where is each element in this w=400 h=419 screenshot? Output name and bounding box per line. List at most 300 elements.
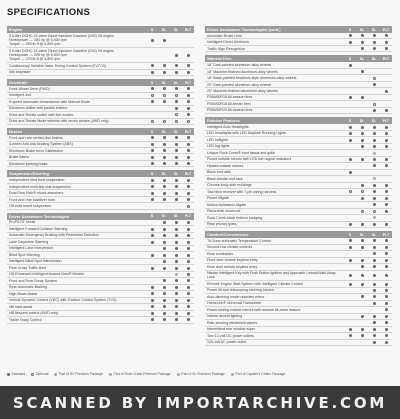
- trim-column-label: PLT: [184, 80, 192, 85]
- spec-label: Independent multi-link rear suspension: [9, 184, 71, 189]
- trim-column-label: SL: [161, 171, 167, 176]
- trim-availability-cell: [368, 83, 380, 86]
- standard-dot-icon: [187, 299, 190, 302]
- spec-label: P265/60R18 All-season tires: [207, 95, 253, 100]
- spec-label: Rear Cross Traffic Alert: [9, 265, 47, 270]
- standard-dot-icon: [373, 265, 376, 268]
- standard-dot-icon: [163, 260, 166, 263]
- trim-availability-cell: [368, 47, 380, 50]
- section-title: Drivetrain: [9, 80, 28, 86]
- spec-label: 120-volt AC power outlet: [207, 340, 247, 345]
- section-header: [7, 128, 194, 135]
- legend: [7, 372, 393, 376]
- standard-dot-icon: [385, 252, 388, 255]
- standard-dot-icon: [361, 47, 364, 50]
- spec-label: 3.5-liter DOHC 24-valve Direct Injection Gasoline (DIG) V6 engine Horsepower — 295 hp @ 6,400 rpm Torque — 270 lb-ft @ 4,800 rpm: [9, 48, 115, 62]
- standard-dot-icon: [187, 113, 190, 116]
- trim-availability-cell: [146, 305, 158, 308]
- trim-availability-cell: [356, 239, 368, 242]
- standard-dot-icon: [163, 234, 166, 237]
- spec-label: 20" Dark-painted aluminum-alloy wheels: [207, 82, 272, 87]
- standard-dot-icon: [385, 126, 388, 129]
- trim-availability-cell: [380, 274, 392, 277]
- spec-row: [7, 70, 194, 76]
- trim-column-label: PLT: [184, 214, 192, 219]
- trim-availability-cell: [368, 177, 380, 180]
- optional-dot-icon: [373, 103, 376, 106]
- standard-dot-icon: [175, 192, 178, 195]
- spec-label: Front door remote keyless entry: [207, 258, 258, 263]
- trim-column-label: SL: [161, 80, 167, 85]
- spec-label: Second-row climate controls: [207, 245, 253, 250]
- spec-label: HD Enhanced Intelligent Around View® Monitor: [9, 272, 85, 277]
- trim-availability-cell: [356, 328, 368, 331]
- standard-dot-icon: [385, 210, 388, 213]
- trim-availability-cell: [146, 71, 158, 74]
- standard-dot-icon: [385, 164, 388, 167]
- trim-availability-cell: [356, 47, 368, 50]
- trim-availability-cell: [170, 107, 182, 110]
- standard-dot-icon: [163, 156, 166, 159]
- trim-availability-cell: [344, 96, 356, 99]
- standard-dot-icon: [175, 185, 178, 188]
- trim-availability-cell: [146, 94, 158, 97]
- trim-availability-cell: [380, 246, 392, 249]
- trim-column-label: SL: [173, 214, 179, 219]
- standard-dot-icon: [187, 100, 190, 103]
- trim-availability-cell: [368, 216, 380, 219]
- trim-availability-cell: [170, 312, 182, 315]
- standard-dot-icon: [151, 87, 154, 90]
- trim-availability-cell: [158, 136, 170, 139]
- trim-availability-cell: [158, 143, 170, 146]
- trim-availability-cell: [368, 265, 380, 268]
- trim-availability-cell: [380, 158, 392, 161]
- spec-label: 20" Machine-finished aluminum-alloy wheels: [207, 88, 278, 93]
- standard-dot-icon: [187, 107, 190, 110]
- trim-availability-cell: [146, 228, 158, 231]
- trim-availability-cell: [380, 145, 392, 148]
- trim-availability-cell: [368, 259, 380, 262]
- standard-dot-icon: [151, 192, 154, 195]
- standard-dot-icon: [187, 179, 190, 182]
- trim-availability-cell: [182, 136, 194, 139]
- trim-availability-cell: [380, 223, 392, 226]
- trim-availability-cell: [158, 221, 170, 224]
- standard-dot-icon: [163, 305, 166, 308]
- trim-availability-cell: [182, 71, 194, 74]
- spec-label: Remote Engine Start System with Intelligent Climate Control: [207, 281, 303, 286]
- spec-label: Rear door remote keyless entry: [207, 264, 258, 269]
- legend-dot-icon: [54, 373, 57, 376]
- spec-label: 9-speed automatic transmission with Manual Mode: [9, 99, 90, 104]
- trim-availability-cell: [158, 185, 170, 188]
- legend-item: [109, 372, 171, 376]
- spec-label: Off-road tuned suspension: [9, 203, 52, 208]
- section-header: [205, 117, 392, 124]
- standard-dot-icon: [187, 198, 190, 201]
- trim-availability-cell: [170, 120, 182, 123]
- trim-column-label: SL: [161, 27, 167, 32]
- standard-dot-icon: [373, 334, 376, 337]
- trim-availability-cell: [170, 286, 182, 289]
- trim-availability-cell: [356, 283, 368, 286]
- trim-availability-cell: [158, 149, 170, 152]
- standard-dot-icon: [163, 299, 166, 302]
- spec-label: Automatic Brake Hold: [207, 33, 242, 38]
- standard-dot-icon: [151, 267, 154, 270]
- trim-availability-cell: [170, 185, 182, 188]
- spec-label: Rear Automatic Braking: [9, 285, 47, 290]
- standard-dot-icon: [151, 292, 154, 295]
- trim-availability-cell: [170, 254, 182, 257]
- trim-availability-cell: [170, 234, 182, 237]
- spec-label: Trailer Sway Control: [9, 317, 42, 322]
- standard-dot-icon: [361, 274, 364, 277]
- standard-dot-icon: [385, 259, 388, 262]
- standard-dot-icon: [373, 246, 376, 249]
- standard-dot-icon: [385, 109, 388, 112]
- standard-dot-icon: [163, 87, 166, 90]
- spec-label: Front-Wheel Drive (FWD): [9, 86, 50, 91]
- standard-dot-icon: [349, 259, 352, 262]
- trim-availability-cell: [356, 210, 368, 213]
- standard-dot-icon: [175, 228, 178, 231]
- standard-dot-icon: [373, 158, 376, 161]
- trim-column-label: SL: [371, 232, 377, 237]
- trim-availability-cell: [182, 260, 194, 263]
- standard-dot-icon: [373, 83, 376, 86]
- section-title: Driver Assistance Technologies (cont.): [207, 27, 281, 32]
- legend-text: Standard: [11, 372, 26, 376]
- standard-dot-icon: [373, 34, 376, 37]
- standard-dot-icon: [151, 156, 154, 159]
- trim-availability-cell: [158, 100, 170, 103]
- spec-row: [205, 46, 392, 52]
- trim-availability-cell: [368, 34, 380, 37]
- trim-availability-cell: [182, 185, 194, 188]
- trim-availability-cell: [182, 54, 194, 57]
- trim-availability-cell: [182, 100, 194, 103]
- spec-label: Interior accent lighting: [207, 314, 243, 319]
- trim-availability-cell: [368, 341, 380, 344]
- standard-dot-icon: [373, 184, 376, 187]
- standard-dot-icon: [175, 312, 178, 315]
- spec-label: 18" Machine-finished aluminum-alloy wheels: [207, 69, 278, 74]
- trim-availability-cell: [368, 203, 380, 206]
- spec-label: Chrome body side moldings: [207, 183, 252, 188]
- trim-availability-cell: [356, 190, 368, 193]
- trim-availability-cell: [146, 179, 158, 182]
- trim-availability-cell: [344, 190, 356, 193]
- trim-availability-cell: [182, 254, 194, 257]
- spec-label: LED headlights with LED Daytime Running Lights: [207, 131, 286, 136]
- standard-dot-icon: [175, 267, 178, 270]
- trim-availability-cell: [356, 158, 368, 161]
- spec-label: High Beam Assist: [9, 291, 38, 296]
- trim-availability-cell: [344, 41, 356, 44]
- standard-dot-icon: [349, 41, 352, 44]
- standard-dot-icon: [385, 184, 388, 187]
- trim-availability-cell: [146, 312, 158, 315]
- trim-availability-cell: [368, 223, 380, 226]
- trim-availability-cell: [344, 34, 356, 37]
- spec-row: [205, 271, 392, 282]
- standard-dot-icon: [373, 145, 376, 148]
- spec-label: 4-wheel Anti-lock Braking System (ABS): [9, 142, 73, 147]
- optional-dot-icon: [373, 210, 376, 213]
- section-title: Driver Assistance Technologies: [9, 213, 70, 219]
- standard-dot-icon: [373, 164, 376, 167]
- trim-availability-cell: [344, 274, 356, 277]
- standard-dot-icon: [175, 87, 178, 90]
- spec-label: Independent strut front suspension: [9, 178, 65, 183]
- standard-dot-icon: [385, 197, 388, 200]
- standard-dot-icon: [373, 328, 376, 331]
- trim-availability-cell: [170, 179, 182, 182]
- spec-label: Nissan Intelligent Key with Push Button Ignition and Approach Unlock/Walk Away Lock: [207, 271, 336, 280]
- legend-item: [177, 372, 225, 376]
- standard-dot-icon: [349, 223, 352, 226]
- trim-availability-cell: [380, 321, 392, 324]
- trim-availability-cell: [380, 203, 392, 206]
- standard-dot-icon: [175, 179, 178, 182]
- trim-availability-cell: [356, 96, 368, 99]
- trim-availability-cell: [368, 190, 380, 193]
- trim-availability-cell: [146, 234, 158, 237]
- trim-availability-cell: [368, 77, 380, 80]
- standard-dot-icon: [163, 286, 166, 289]
- legend-dot-icon: [231, 373, 234, 376]
- trim-availability-cell: [182, 149, 194, 152]
- trim-column-label: PLT: [382, 27, 390, 32]
- trim-availability-cell: [380, 295, 392, 298]
- standard-dot-icon: [151, 234, 154, 237]
- trim-column-label: PLT: [382, 56, 390, 61]
- standard-dot-icon: [385, 341, 388, 344]
- standard-dot-icon: [373, 341, 376, 344]
- trim-availability-cell: [368, 252, 380, 255]
- trim-availability-cell: [182, 143, 194, 146]
- trim-availability-cell: [158, 162, 170, 165]
- standard-dot-icon: [151, 100, 154, 103]
- trim-availability-cell: [344, 126, 356, 129]
- legend-item: [54, 372, 103, 376]
- standard-dot-icon: [385, 302, 388, 305]
- trim-availability-cell: [182, 247, 194, 250]
- spec-label: Tow hitch receiver with 7-pin wiring harness: [207, 189, 277, 194]
- standard-dot-icon: [151, 185, 154, 188]
- standard-dot-icon: [361, 197, 364, 200]
- trim-availability-cell: [182, 292, 194, 295]
- spec-label: Idle stop/start: [9, 70, 31, 75]
- trim-availability-cell: [356, 184, 368, 187]
- standard-dot-icon: [349, 34, 352, 37]
- standard-dot-icon: [373, 239, 376, 242]
- trim-availability-cell: [368, 289, 380, 292]
- trim-availability-cell: [380, 47, 392, 50]
- standard-dot-icon: [151, 149, 154, 152]
- standard-dot-icon: [175, 286, 178, 289]
- section-header: [205, 55, 392, 62]
- standard-dot-icon: [361, 265, 364, 268]
- optional-dot-icon: [373, 77, 376, 80]
- standard-dot-icon: [349, 171, 352, 174]
- trim-column-label: S: [150, 80, 154, 85]
- trim-availability-cell: [182, 94, 194, 97]
- standard-dot-icon: [163, 64, 166, 67]
- standard-dot-icon: [187, 247, 190, 250]
- spec-label: Lane Departure Warning: [9, 239, 49, 244]
- trim-availability-cell: [380, 41, 392, 44]
- trim-availability-cell: [344, 171, 356, 174]
- trim-availability-cell: [356, 126, 368, 129]
- standard-dot-icon: [385, 321, 388, 324]
- trim-column-label: SL: [173, 27, 179, 32]
- trim-availability-cell: [158, 87, 170, 90]
- trim-availability-cell: [368, 246, 380, 249]
- standard-dot-icon: [187, 273, 190, 276]
- standard-dot-icon: [163, 136, 166, 139]
- standard-dot-icon: [151, 299, 154, 302]
- spec-label: Intelligent 4x4: [9, 93, 32, 98]
- legend-text: Part of SV Premium Package: [58, 372, 104, 376]
- trim-availability-cell: [146, 254, 158, 257]
- standard-dot-icon: [151, 136, 154, 139]
- standard-dot-icon: [385, 334, 388, 337]
- standard-dot-icon: [373, 203, 376, 206]
- section-title: Engine: [9, 27, 23, 32]
- standard-dot-icon: [373, 289, 376, 292]
- standard-dot-icon: [361, 70, 364, 73]
- legend-text: Optional: [35, 372, 49, 376]
- standard-dot-icon: [385, 315, 388, 318]
- trim-availability-cell: [158, 267, 170, 270]
- legend-item: [7, 372, 25, 376]
- standard-dot-icon: [151, 162, 154, 165]
- standard-dot-icon: [163, 279, 166, 282]
- trim-availability-cell: [182, 228, 194, 231]
- standard-dot-icon: [361, 145, 364, 148]
- package-dot-icon: [373, 216, 376, 219]
- trim-availability-cell: [368, 295, 380, 298]
- spec-label: Power folding outside mirrors with reverse tilt-down feature: [207, 307, 301, 312]
- spec-row: [7, 33, 194, 48]
- standard-dot-icon: [175, 292, 178, 295]
- trim-availability-cell: [182, 107, 194, 110]
- trim-availability-cell: [368, 41, 380, 44]
- trim-column-label: PLT: [184, 129, 192, 134]
- standard-dot-icon: [187, 267, 190, 270]
- spec-label: Rear privacy glass: [207, 222, 237, 227]
- trim-availability-cell: [380, 139, 392, 142]
- trim-column-label: SL: [371, 27, 377, 32]
- spec-label: Intelligent Auto Headlights: [207, 124, 249, 129]
- standard-dot-icon: [361, 41, 364, 44]
- standard-dot-icon: [349, 334, 352, 337]
- spec-label: Intelligent Lane Intervention: [9, 246, 54, 251]
- trim-availability-cell: [368, 239, 380, 242]
- standard-dot-icon: [175, 198, 178, 201]
- trim-availability-cell: [170, 71, 182, 74]
- spec-label: Black tubular roof rack: [207, 176, 243, 181]
- trim-availability-cell: [146, 299, 158, 302]
- standard-dot-icon: [175, 143, 178, 146]
- trim-availability-cell: [368, 152, 380, 155]
- trim-availability-cell: [380, 308, 392, 311]
- trim-availability-cell: [368, 328, 380, 331]
- standard-dot-icon: [175, 279, 178, 282]
- section-title: Comfort/Convenience: [207, 232, 249, 238]
- spec-label: Automatic Emergency Braking with Pedestrian Detection: [9, 233, 100, 238]
- trim-availability-cell: [380, 334, 392, 337]
- right-column: [205, 26, 392, 349]
- standard-dot-icon: [187, 292, 190, 295]
- standard-dot-icon: [373, 315, 376, 318]
- standard-dot-icon: [385, 265, 388, 268]
- standard-dot-icon: [361, 315, 364, 318]
- spec-section: [7, 170, 194, 209]
- standard-dot-icon: [349, 274, 352, 277]
- spec-label: P255/50R20 All-season tires: [207, 108, 253, 113]
- standard-dot-icon: [187, 192, 190, 195]
- footer-text: SCANNED BY IMPORTARCHIVE.COM: [12, 393, 388, 412]
- spec-label: Intelligent Blind Spot Intervention: [9, 259, 62, 264]
- standard-dot-icon: [151, 39, 154, 42]
- spec-label: 3.5-liter DOHC 24-valve Direct Injection Gasoline (DIG) V6 engine Horsepower — 284 hp @ 6,400 rpm Torque — 259 lb-ft @ 4,800 rpm: [9, 33, 115, 47]
- optional-dot-icon: [187, 205, 190, 208]
- trim-availability-cell: [170, 64, 182, 67]
- standard-dot-icon: [151, 71, 154, 74]
- trim-availability-cell: [380, 302, 392, 305]
- spec-label: ProPILOT Assist: [9, 220, 36, 225]
- standard-dot-icon: [175, 149, 178, 152]
- optional-dot-icon: [361, 210, 364, 213]
- optional-dot-icon: [151, 120, 154, 123]
- trim-availability-cell: [380, 239, 392, 242]
- trim-availability-cell: [146, 198, 158, 201]
- trim-column-label: SL: [359, 118, 365, 123]
- trim-availability-cell: [170, 162, 182, 165]
- trim-availability-cell: [368, 302, 380, 305]
- spec-label: LED taillights: [207, 137, 228, 142]
- trim-availability-cell: [146, 136, 158, 139]
- standard-dot-icon: [385, 145, 388, 148]
- standard-dot-icon: [385, 90, 388, 93]
- standard-dot-icon: [187, 64, 190, 67]
- trim-column-label: SL: [173, 129, 179, 134]
- trim-availability-cell: [158, 94, 170, 97]
- trim-availability-cell: [158, 64, 170, 67]
- trim-availability-cell: [158, 120, 170, 123]
- standard-dot-icon: [373, 302, 376, 305]
- trim-availability-cell: [356, 223, 368, 226]
- trim-availability-cell: [368, 334, 380, 337]
- standard-dot-icon: [175, 136, 178, 139]
- trim-availability-cell: [368, 132, 380, 135]
- trim-column-label: S: [348, 118, 352, 123]
- spec-label: Electronic shifter with paddle shifters: [9, 106, 68, 111]
- trim-availability-cell: [182, 113, 194, 116]
- trim-availability-cell: [380, 289, 392, 292]
- spec-row: [205, 222, 392, 228]
- optional-dot-icon: [163, 94, 166, 97]
- legend-item: [31, 372, 48, 376]
- trim-availability-cell: [146, 241, 158, 244]
- spec-row: [205, 340, 392, 346]
- standard-dot-icon: [151, 312, 154, 315]
- spec-label: Black roof rails: [207, 170, 231, 175]
